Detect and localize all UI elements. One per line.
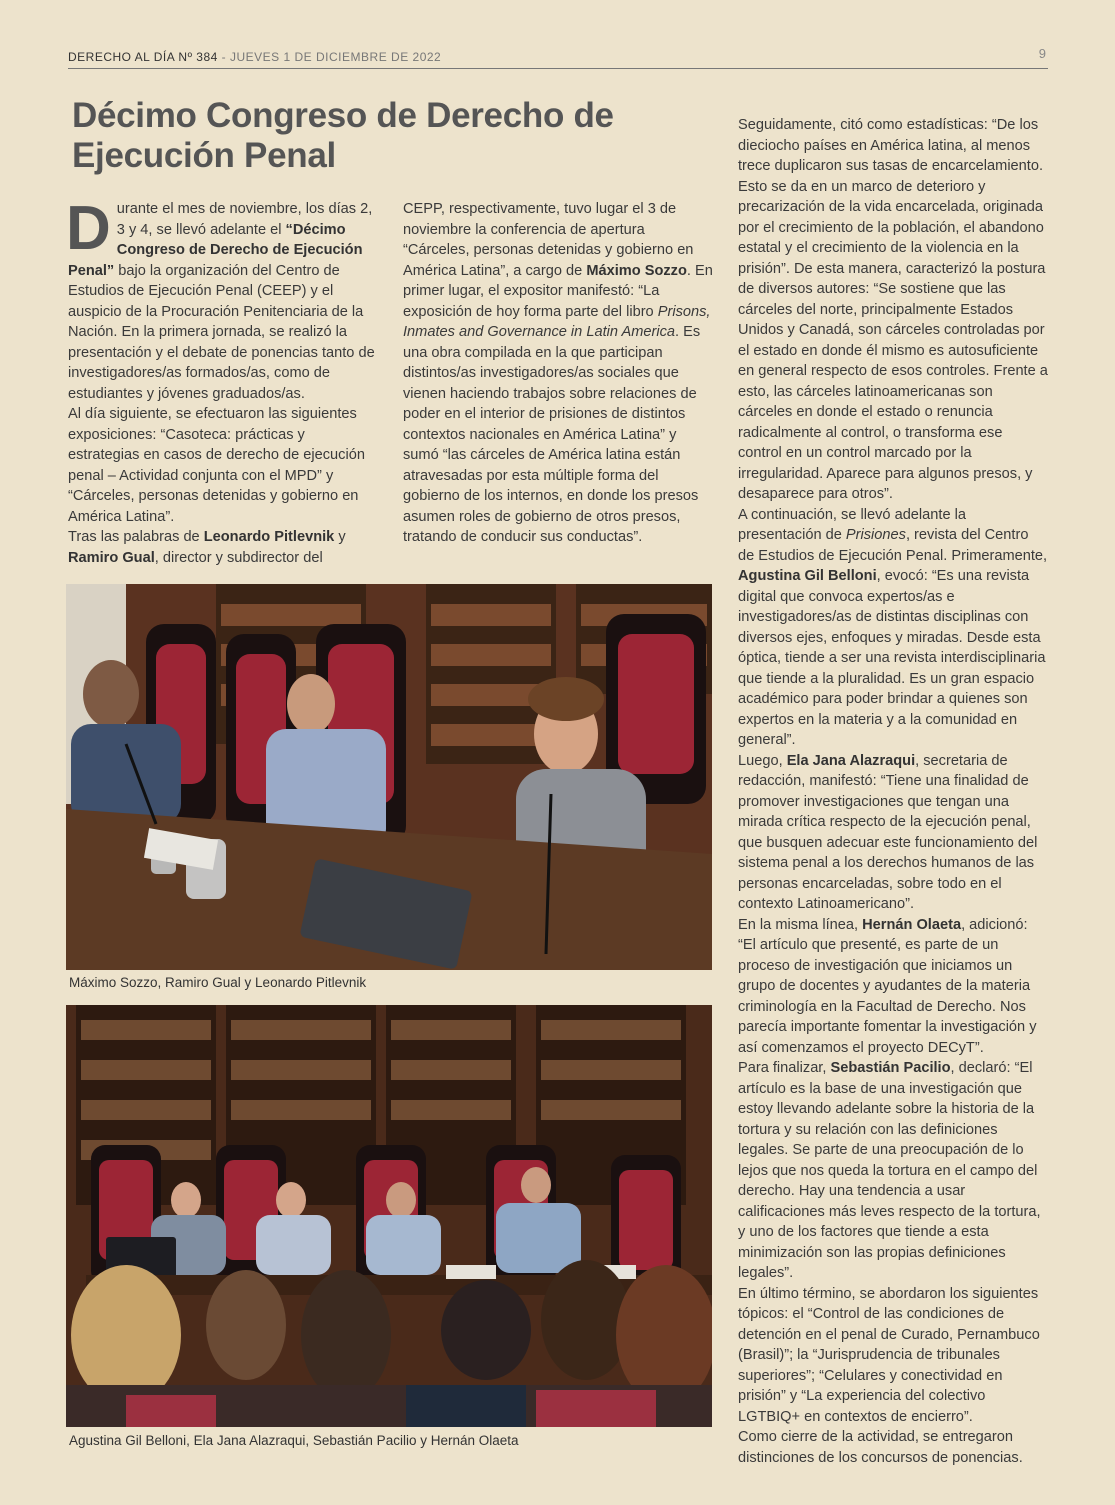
text-run: . En primer lugar, el expositor manifestó: “La exposición de hoy forma parte del libro — [403, 262, 713, 320]
text-run: , secretaria de redacción, manifestó: “Tiene una finalidad de promover investigaciones que tengan una mirada crítica respecto de la ejecución penal, que busquen adecuar este funcionamiento del sistema penal a los derechos humanos de las personas encarceladas, sobre todo en el contexto Latinoamericano”. — [738, 752, 1038, 912]
paragraph: Como cierre de la actividad, se entregaron distinciones de los concursos de ponencias. — [738, 1429, 1023, 1466]
page-header — [68, 46, 1048, 69]
paragraph: En último término, se abordaron los siguientes tópicos: el “Control de las condiciones de detención en el penal de Curado, Pernambuco (Brasil)”; la “Jurisprudencia de tribunales superiores”; “Celulares y conectividad en prisión” y “La experiencia del colectivo LGTBIQ+ en contextos de encierro”. — [738, 1285, 1040, 1425]
header-publication-line — [68, 50, 441, 64]
text-run: bajo la organización del Centro de Estudios de Ejecución Penal (CEEP) y el auspicio de la Procuración Penitenciaria de la Nación. En la primera jornada, se realizó la presentación y el debate de ponencias tanto de investigadores/as formados/as, como de estudiantes y jóvenes graduados/as. — [68, 262, 375, 402]
congress-name: “Décimo Congreso de Derecho de Ejecución Penal” — [68, 221, 363, 279]
text-run: Para finalizar, — [738, 1060, 831, 1076]
article-column-1 — [66, 194, 378, 568]
paragraph — [738, 1058, 1048, 1284]
page-number: 9 — [1038, 46, 1046, 61]
text-run: , revista del Centro de Estudios de Ejecución Penal. Primeramente, — [738, 527, 1048, 564]
photo-panel-speakers — [66, 584, 712, 970]
text-run: , evocó: “Es una revista digital que convoca expertos/as e investigadores/as de distintas disciplinas con diversos ejes, enfoques y miradas. Desde esta óptica, tiende a ser una revista interdisciplinaria que tiende a la pluralidad. Es un gran espacio académico para poder brindar a quienes son expertos en la materia y a la comunidad en general”. — [738, 568, 1046, 748]
photo-panel-audience — [66, 1005, 712, 1427]
text-run: , adicionó: “El artículo que presenté, es parte de un proceso de investigación que iniciamos un grupo de docentes y ayudantes de la materia criminología en la Facultad de Derecho. Nos parecía importante fomentar la investigación y así comenzamos el proyecto DECyT”. — [738, 916, 1037, 1056]
person-name: Ela Jana Alazraqui — [786, 752, 916, 769]
text-run: . Es una obra compilada en la que participan distintos/as investigadores/as sociales que vienen haciendo trabajos sobre relaciones de poder en el interior de prisiones de distintos contextos nacionales en América Latina” y sumó “las cárceles de América latina están atravesadas por esta múltiple forma del gobierno de los internos, en donde los presos asumen roles de gobierno de otros presos, tratando de conducir sus conductas”. — [403, 324, 701, 545]
text-run: urante el mes de noviembre, los días 2, 3 y 4, se llevó adelante el — [116, 201, 373, 238]
paragraph: Al día siguiente, se efectuaron las siguientes exposiciones: “Casoteca: prácticas y estrategias en casos de derecho de ejecución penal – Actividad conjunta con el MPD” y “Cárceles, personas detenidas y gobierno en América Latina”. — [68, 406, 365, 525]
magazine-title: Prisiones — [845, 527, 906, 543]
paragraph — [738, 751, 1048, 915]
text-run: , director y subdirector del — [154, 549, 323, 566]
drop-cap: D — [66, 194, 111, 263]
text-run: CEPP, respectivamente, tuvo lugar el 3 de noviembre la conferencia de apertura “Cárceles, personas detenidas y gobierno en América Latina”, a cargo de — [403, 201, 694, 279]
person-name: Agustina Gil Belloni — [738, 568, 877, 584]
text-run: Tras las palabras de — [68, 529, 204, 545]
paragraph — [403, 199, 713, 548]
paragraph — [66, 194, 378, 404]
text-run: Luego, — [738, 752, 787, 769]
person-name: Sebastián Pacilio — [830, 1060, 951, 1076]
photo-caption: Agustina Gil Belloni, Ela Jana Alazraqui, Sebastián Pacilio y Hernán Olaeta — [69, 1433, 519, 1448]
publication-date: - JUEVES 1 DE DICIEMBRE DE 2022 — [217, 50, 442, 64]
text-run: , declaró: “El artículo es la base de una investigación que estoy llevando adelante sobre la historia de la tortura y su relación con las definiciones legales. Se parte de una preocupación de lo lejos que nos queda la tortura en el campo del derecho. Hay una tendencia a usar calificaciones más leves respecto de la tortura, y uno de los factores que tiende a esta minimización son las propias definiciones legales”. — [738, 1060, 1041, 1281]
article-column-3 — [738, 115, 1048, 1468]
text-run: En la misma línea, — [738, 916, 863, 933]
article-title: Décimo Congreso de Derecho de Ejecución Penal — [72, 96, 614, 175]
publication-name: DERECHO AL DÍA Nº 384 — [68, 50, 218, 64]
paragraph — [738, 915, 1048, 1059]
article-column-2 — [403, 199, 713, 548]
person-name: Hernán Olaeta — [862, 916, 962, 933]
person-name: Ramiro Gual — [68, 549, 155, 566]
paragraph — [738, 505, 1048, 751]
photo-caption: Máximo Sozzo, Ramiro Gual y Leonardo Pitlevnik — [69, 975, 367, 990]
book-title: Prisons, Inmates and Governance in Latin America — [403, 303, 711, 340]
paragraph — [68, 527, 378, 568]
text-run: y — [334, 529, 346, 545]
text-run: A continuación, se llevó adelante la presentación de — [738, 506, 966, 543]
person-name: Leonardo Pitlevnik — [203, 529, 335, 545]
paragraph: Seguidamente, citó como estadísticas: “De los dieciocho países en América latina, al menos trece duplicaron sus tasas de encarcelamiento. Esto se da en un marco de deterioro y precarización de la vida encarcelada, originada por el crecimiento de la población, el abandono estatal y el crecimiento de la violencia en la prisión”. De esta manera, caracterizó la postura de diversos autores: “Se sostiene que las cárceles del norte, principalmente Estados Unidos y Canadá, son cárceles controladas por el estado en donde él mismo es autosuficiente en general respecto de esos controles. Frente a esto, las cárceles latinoamericanas son cárceles en donde el estado o renuncia radicalmente al control, o transforma ese control en un control marcado por la irregularidad. Aparece para algunos presos, y desaparece para otros”. — [738, 117, 1048, 502]
person-name: Máximo Sozzo — [586, 262, 687, 279]
